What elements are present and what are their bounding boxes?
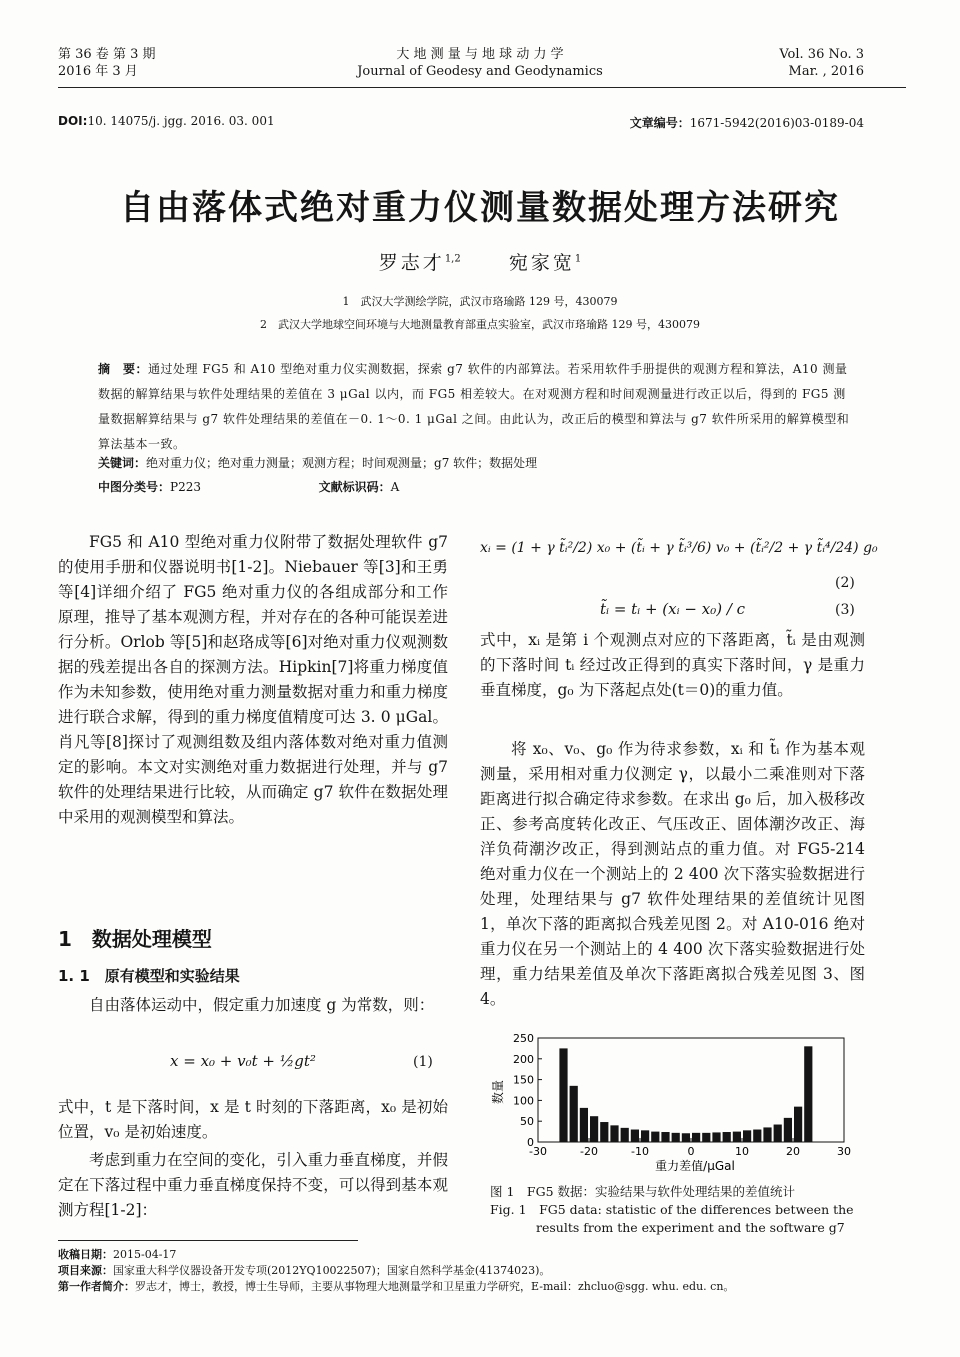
header-rule <box>58 87 906 88</box>
paragraph: 自由落体运动中，假定重力加速度 g 为常数，则： <box>89 996 435 1014</box>
volume-issue-en: Vol. 36 No. 3 <box>779 47 864 62</box>
journal-name-cn: 大 地 测 量 与 地 球 动 力 学 <box>396 47 564 62</box>
caption-en: Fig. 1 FG5 data: statistic of the differences between the <box>490 1202 854 1217</box>
histogram-bar <box>804 1046 812 1142</box>
histogram-bar <box>580 1108 588 1142</box>
date-en: Mar. , 2016 <box>788 64 864 79</box>
y-axis-label: 数量 <box>491 1079 505 1105</box>
author-bio-text: 罗志才，博士，教授，博士生导师，主要从事物理大地测量学和卫星重力学研究，E-mail：zhcluo@sgg. whu. edu. cn。 <box>135 1280 735 1293</box>
histogram-bar <box>794 1107 802 1142</box>
article-no-label: 文章编号： <box>629 116 690 130</box>
histogram-bar <box>651 1132 659 1142</box>
histogram-bar <box>702 1133 710 1142</box>
received-label: 收稿日期： <box>58 1248 113 1261</box>
para-eq1-explain <box>58 1095 448 1145</box>
journal-volume-cn <box>58 46 155 80</box>
histogram-bar <box>661 1132 669 1142</box>
histogram-bar <box>559 1048 567 1142</box>
figure-1-histogram <box>480 1030 870 1175</box>
histogram-bar <box>784 1118 792 1142</box>
subsection-heading: 1. 1 原有模型和实验结果 <box>58 967 240 985</box>
x-tick-label: 0 <box>687 1145 695 1158</box>
doi-label: DOI: <box>58 114 88 128</box>
footnote-received <box>58 1247 918 1263</box>
histogram-bar <box>682 1133 690 1142</box>
affiliation-2: 2 武汉大学地球空间环境与大地测量教育部重点实验室，武汉市珞瑜路 129 号，430079 <box>260 318 700 331</box>
doi-value[interactable]: 10. 14075/j. jgg. 2016. 03. 001 <box>87 114 275 128</box>
journal-volume-en <box>779 46 864 80</box>
histogram-bar <box>753 1130 761 1142</box>
x-tick-label: -10 <box>631 1145 649 1158</box>
keywords-text: 绝对重力仪；绝对重力测量；观测方程；时间观测量；g7 软件；数据处理 <box>146 456 538 470</box>
author-affiliation-mark: 1,2 <box>444 253 461 265</box>
paragraph: 考虑到重力在空间的变化，引入重力垂直梯度，并假定在下落过程中重力垂直梯度保持不变，可以得到基本观测方程[1-2]： <box>58 1151 448 1219</box>
doc-code-value: A <box>390 480 400 494</box>
histogram-bar <box>590 1116 598 1142</box>
x-tick-label: 30 <box>837 1145 851 1158</box>
histogram-bar <box>570 1086 578 1142</box>
classification-line <box>98 476 858 498</box>
histogram-bar <box>631 1130 639 1142</box>
date-cn: 2016 年 3 月 <box>58 64 138 79</box>
histogram-bar <box>733 1132 741 1142</box>
histogram-bar <box>692 1133 700 1142</box>
left-column <box>58 530 448 830</box>
clc-value: P223 <box>170 480 201 494</box>
equation-2: xᵢ = (1 + γ t̃ᵢ²/2) x₀ + (t̃ᵢ + γ t̃ᵢ³/6) v₀ + (t̃ᵢ²/2 + γ t̃ᵢ⁴/24) g₀ <box>480 540 878 556</box>
caption-en-cont: results from the experiment and the software g7 <box>536 1220 845 1235</box>
para-model-intro <box>58 993 448 1018</box>
fund-label: 项目来源： <box>58 1264 113 1277</box>
doc-code-label: 文献标识码： <box>318 480 391 494</box>
histogram-bar <box>600 1122 608 1142</box>
keywords <box>98 452 858 474</box>
equation-1: x = x₀ + v₀t + ½gt² <box>170 1052 316 1070</box>
author-affiliation-mark: 1 <box>574 253 582 265</box>
histogram-bar <box>621 1128 629 1142</box>
figure-1-caption <box>490 1183 870 1237</box>
equation-1-number: (1) <box>413 1054 433 1070</box>
y-tick-label: 150 <box>513 1073 534 1087</box>
article-number <box>630 114 864 131</box>
article-no-value: 1671-5942(2016)03-0189-04 <box>689 116 864 130</box>
y-tick-label: 250 <box>513 1032 534 1045</box>
volume-issue-cn: 第 36 卷 第 3 期 <box>58 47 156 62</box>
affiliation-1: 1 武汉大学测绘学院，武汉市珞瑜路 129 号，430079 <box>342 295 618 308</box>
x-tick-label: 10 <box>735 1145 749 1158</box>
footnote-author <box>58 1279 918 1295</box>
y-tick-label: 0 <box>527 1136 534 1149</box>
equation-2-number: (2) <box>835 575 855 591</box>
x-axis-label: 重力差值/μGal <box>655 1159 735 1173</box>
intro-paragraph: FG5 和 A10 型绝对重力仪附带了数据处理软件 g7 的使用手册和仪器说明书[1-2]。Niebauer 等[3]和王勇等[4]详细介绍了 FG5 绝对重力仪的各组成部分和工作原理，推导了基本观测方程，并对存在的各种可能误差进行分析。Orlob 等[5]和赵珞成等[6]对绝对重力仪观测数据的残差提出各自的探测方法。Hipkin[7]将重力梯度值作为未知参数，使用绝对重力测量数据对重力和重力梯度进行联合求解，得到的重力梯度值精度可达 3. 0 μGal。肖凡等[8]探讨了观测组数及组内落体数对绝对重力值测定的影响。本文对实测绝对重力数据进行处理，并与 g7 软件的处理结果进行比较，从而确定 g7 软件在数据处理中采用的观测模型和算法。 <box>58 533 448 826</box>
received-date: 2015-04-17 <box>113 1248 177 1261</box>
journal-name <box>280 46 680 80</box>
author-name: 罗志才 <box>378 252 445 274</box>
keywords-label: 关键词： <box>98 456 147 470</box>
footnote-rule <box>58 1240 358 1241</box>
footnote-fund <box>58 1263 918 1279</box>
histogram-bar <box>763 1127 771 1142</box>
y-tick-label: 100 <box>513 1094 534 1108</box>
y-tick-label: 50 <box>520 1115 534 1129</box>
x-tick-label: -20 <box>580 1145 598 1158</box>
paragraph: 式中，t 是下落时间，x 是 t 时刻的下落距离，x₀ 是初始位置，v₀ 是初始速度。 <box>58 1098 448 1141</box>
journal-name-en: Journal of Geodesy and Geodynamics <box>357 64 603 79</box>
clc-label: 中图分类号： <box>98 480 171 494</box>
histogram-bar <box>723 1132 731 1142</box>
paragraph: 将 x₀、v₀、g₀ 作为待求参数，xᵢ 和 t̃ᵢ 作为基本观测量，采用相对重力仪测定 γ，以最小二乘准则对下落距离进行拟合确定待求参数。在求出 g₀ 后，加入极移改正、参考高度转化改正、气压改正、固体潮汐改正、海洋负荷潮汐改正，得到测站点的重力值。对 FG5-214 绝对重力仪在一个测站上的 2 400 次下落实验数据进行处理，处理结果与 g7 软件处理结果的差值统计见图 1，单次下落的距离拟合残差见图 2。对 A10-016 绝对重力仪在另一个测站上的 4 400 次下落实验数据进行处理，重力结果差值及单次下落距离拟合残差见图 3、图 4。 <box>480 740 865 1008</box>
x-tick-label: -30 <box>529 1145 547 1158</box>
paragraph: 式中，xᵢ 是第 i 个观测点对应的下落距离，t̃ᵢ 是由观测的下落时间 tᵢ 经过改正得到的真实下落时间，γ 是重力垂直梯度，g₀ 为下落起点处(t＝0)的重力值。 <box>480 631 865 699</box>
footnotes <box>58 1247 918 1295</box>
equation-3: t̃ᵢ = tᵢ + (xᵢ − x₀) / c <box>600 600 746 618</box>
section-heading: 1 数据处理模型 <box>58 927 212 951</box>
histogram-bar <box>712 1132 720 1142</box>
abstract-label: 摘 要： <box>98 362 149 376</box>
abstract <box>98 357 858 457</box>
histogram-bar <box>672 1133 680 1142</box>
author-name: 宛家宽 <box>508 252 575 274</box>
page-title: 自由落体式绝对重力仪测量数据处理方法研究 <box>120 188 840 228</box>
histogram-bar <box>610 1125 618 1142</box>
author-list <box>0 248 960 275</box>
y-tick-label: 200 <box>513 1052 534 1066</box>
histogram-bar <box>774 1125 782 1142</box>
histogram-bar <box>641 1130 649 1142</box>
caption-cn: 图 1 FG5 数据：实验结果与软件处理结果的差值统计 <box>490 1184 796 1199</box>
para-experiment <box>480 737 865 1012</box>
author-bio-label: 第一作者简介： <box>58 1280 135 1293</box>
fund-text: 国家重大科学仪器设备开发专项(2012YQ10022507)；国家自然科学基金(41374023)。 <box>113 1264 551 1277</box>
doi-line <box>58 114 275 128</box>
x-tick-label: 20 <box>786 1145 800 1158</box>
para-eq-explain <box>480 628 865 703</box>
abstract-text: 通过处理 FG5 和 A10 型绝对重力仪实测数据，探索 g7 软件的内部算法。若采用软件手册提供的观测方程和算法，A10 测量数据的解算结果与软件处理结果的差值在 3 μGal 以内，而 FG5 相差较大。在对观测方程和时间观测量进行改正以后，得到的 FG5 测量数据解算结果与 g7 软件处理结果的差值在－0. 1～0. 1 μGal 之间。由此认为，改正后的模型和算法与 g7 软件所采用的解算模型和算法基本一致。 <box>98 362 850 451</box>
para-gradient <box>58 1148 448 1223</box>
equation-3-number: (3) <box>835 602 855 618</box>
histogram-bar <box>743 1130 751 1142</box>
